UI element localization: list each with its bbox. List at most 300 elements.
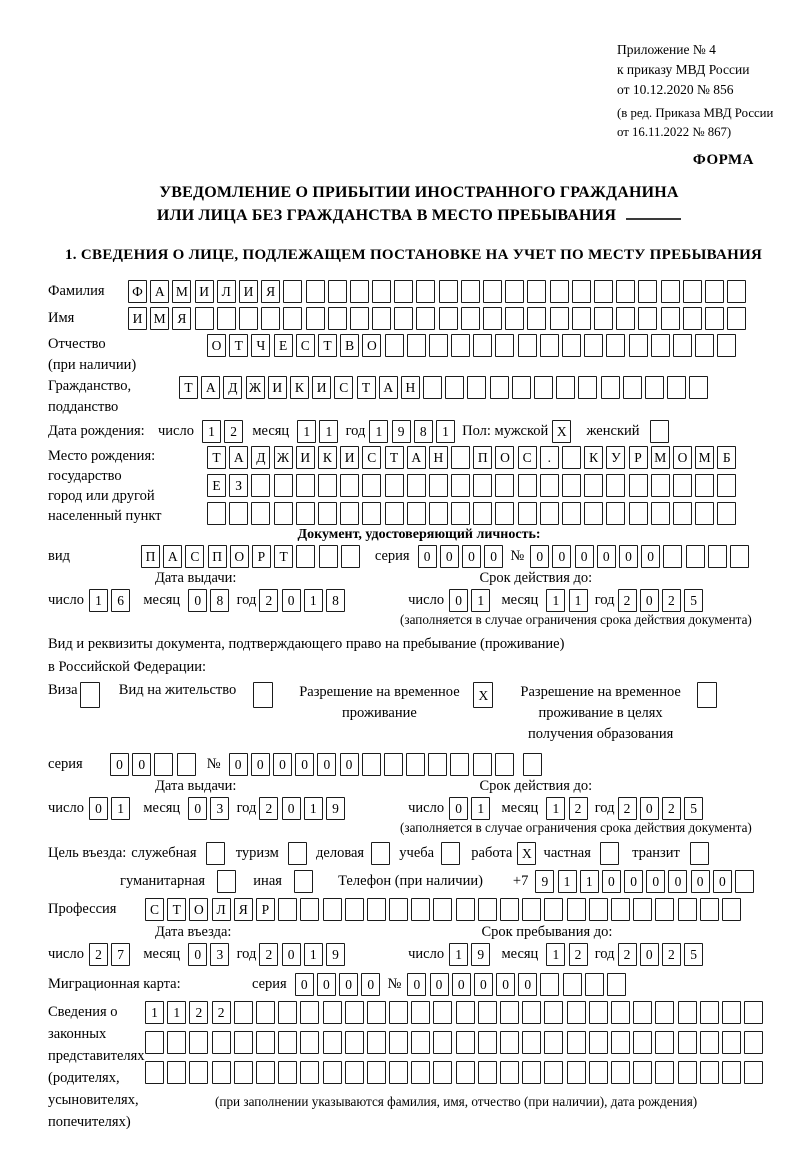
residence-date-labels-row [48,778,790,795]
given-name-cell [683,307,702,330]
residence-permit-checkbox [253,682,273,708]
birth-year-cell: 8 [414,420,433,443]
year-label: год [236,592,257,608]
doc-series-cell: 0 [462,545,481,568]
birth-year-cells [369,420,458,443]
surname-cell [306,280,325,303]
representative-cell [389,1031,408,1054]
doc-valid-year-cells [618,589,707,612]
birthplace-cell [651,474,670,497]
profession-cell [367,898,386,921]
citizenship-cell [445,376,464,399]
birthplace-cell [318,502,337,525]
citizenship-label-line1: Гражданство, [48,378,132,394]
birthplace-cell [340,474,359,497]
representative-cell [212,1031,231,1054]
birthplace-cell [518,502,537,525]
birthplace-label-line3: город или другой [48,488,155,504]
citizenship-label [48,376,179,418]
surname-cell [683,280,702,303]
entry-date-labels-row [48,924,790,941]
phone-digit-cell: 0 [713,870,732,893]
birth-year-cell: 1 [369,420,388,443]
residence-series-cell: 0 [132,753,151,776]
residence-number-cell [428,753,447,776]
representative-cell [633,1061,652,1084]
birthplace-cell [451,446,470,469]
patronymic-cell [673,334,692,357]
surname-cell [594,280,613,303]
representative-cell [367,1061,386,1084]
purpose-transit-label: транзит [632,845,680,861]
patronymic-cell: Е [274,334,293,357]
birthplace-cell [274,474,293,497]
birthplace-label-line1: Место рождения: [48,448,156,464]
citizenship-cell [556,376,575,399]
representatives-cells-row1 [145,1001,766,1024]
migration-number-cell: 0 [474,973,493,996]
surname-cell [661,280,680,303]
residence-doc-intro-line1: Вид и реквизиты документа, подтверждающего право на пребывание (проживание) [48,636,565,652]
day-label: число [158,423,194,439]
birth-date-row [48,420,790,443]
purpose-study-label: учеба [399,845,435,861]
residence-valid-day-cells [449,797,493,820]
phone-digit-cell: 0 [602,870,621,893]
representative-cell [655,1031,674,1054]
surname-cell: А [150,280,169,303]
sex-female-cells [650,420,672,443]
given-name-cell [195,307,214,330]
patronymic-cell: О [362,334,381,357]
birthplace-cell [518,474,537,497]
residence-number-label: № [206,756,221,772]
representative-cell [456,1001,475,1024]
residence-valid-year-cell: 0 [640,797,659,820]
patronymic-cell [584,334,603,357]
purpose-transit-checkbox [690,842,709,865]
surname-cell [727,280,746,303]
representative-cell [345,1031,364,1054]
residence-valid-until-label: Срок действия до: [479,778,593,794]
representative-cell: 1 [167,1001,186,1024]
profession-label: Профессия [48,901,117,917]
representative-cell [611,1001,630,1024]
doc-type-label: вид [48,548,70,564]
doc-dates-row [48,589,790,612]
representative-cell [500,1061,519,1084]
form-label: ФОРМА [692,152,754,168]
residence-series-label: серия [48,756,83,772]
birth-date-label: Дата рождения: [48,423,145,439]
stay-year-cell: 2 [662,943,681,966]
residence-valid-year-cell: 2 [618,797,637,820]
year-label: год [594,946,615,962]
purpose-tourism-cells [288,842,310,865]
surname-cells [128,280,749,303]
doc-number-cell: 0 [575,545,594,568]
patronymic-cell [629,334,648,357]
birthplace-cell [362,474,381,497]
given-name-cell [394,307,413,330]
residence-issue-year-cells [259,797,348,820]
purpose-private-checkbox [600,842,619,865]
citizenship-cell [490,376,509,399]
doc-issue-year-cell: 0 [282,589,301,612]
residence-number-cell [495,753,514,776]
residence-number-cell: 0 [273,753,292,776]
surname-cell: М [172,280,191,303]
residence-series-cell [154,753,173,776]
doc-type-cell [341,545,360,568]
entry-day-cells [89,943,133,966]
doc-valid-month-cell: 1 [569,589,588,612]
representative-cell [678,1061,697,1084]
doc-type-cell: Р [252,545,271,568]
surname-cell [439,280,458,303]
given-name-cell [372,307,391,330]
birthplace-cells-row2 [207,474,740,497]
profession-cell [411,898,430,921]
migration-series-cell: 0 [339,973,358,996]
birthplace-cell [673,502,692,525]
citizenship-cell: Ж [246,376,265,399]
doc-type-cell: О [230,545,249,568]
residence-issue-year-cell: 1 [304,797,323,820]
doc-type-cells [141,545,363,568]
birthplace-cell: Е [207,474,226,497]
given-name-cell [416,307,435,330]
stay-year-cell: 0 [640,943,659,966]
sex-female-label: женский [586,423,640,439]
surname-cell: И [239,280,258,303]
given-name-cell [239,307,258,330]
profession-cell [345,898,364,921]
page-title-line1: УВЕДОМЛЕНИЕ О ПРИБЫТИИ ИНОСТРАННОГО ГРАЖДАНИНА [159,184,679,201]
doc-issue-month-cell: 8 [210,589,229,612]
patronymic-cell [717,334,736,357]
patronymic-label [48,334,207,376]
entry-date-label: Дата въезда: [155,924,232,940]
migration-card-row [48,973,790,996]
doc-number-cell: 0 [619,545,638,568]
birthplace-cells-row1 [207,446,740,469]
representatives-cells-row2 [145,1031,766,1054]
doc-series-label: серия [374,548,410,564]
representatives-label-line1: Сведения о [48,1004,118,1020]
birthplace-cell [451,502,470,525]
representative-cell [567,1001,586,1024]
birthplace-cell: Р [629,446,648,469]
residence-valid-day-cell: 0 [449,797,468,820]
page-title [48,181,790,227]
residence-valid-month-cells [546,797,590,820]
doc-type-cell: П [208,545,227,568]
doc-number-cell [686,545,705,568]
birthplace-cell [274,502,293,525]
profession-cell [300,898,319,921]
year-label: год [594,800,615,816]
doc-valid-year-cell: 2 [662,589,681,612]
stay-year-cells [618,943,707,966]
residence-doc-type-row [48,682,790,745]
representative-cell: 2 [189,1001,208,1024]
purpose-other-checkbox [294,870,313,893]
purpose-label: Цель въезда: [48,845,127,861]
residence-dates-row [48,797,790,820]
representative-cell [234,1061,253,1084]
doc-issue-year-cell: 1 [304,589,323,612]
doc-number-cells [530,545,752,568]
doc-validity-note: (заполняется в случае ограничения срока действия документа) [400,612,752,627]
profession-cell [500,898,519,921]
representative-cell [145,1061,164,1084]
representative-cell [522,1061,541,1084]
month-label: месяц [252,423,290,439]
migration-number-cell: 0 [407,973,426,996]
purpose-other-cells [294,870,316,893]
representative-cell [256,1031,275,1054]
purpose-humanitarian-label: гуманитарная [120,873,206,889]
representative-cell [478,1061,497,1084]
residence-number-cell: 0 [229,753,248,776]
doc-valid-until-label: Срок действия до: [479,570,593,586]
profession-cell: Р [256,898,275,921]
birthplace-cell [407,502,426,525]
doc-valid-month-cells [546,589,590,612]
doc-number-cell: 0 [552,545,571,568]
temp-permit-checkbox: X [473,682,493,708]
representative-cell [500,1001,519,1024]
stay-month-cells [546,943,590,966]
phone-digit-cell: 1 [580,870,599,893]
surname-cell [416,280,435,303]
surname-cell: Л [217,280,236,303]
month-label: месяц [501,946,539,962]
sex-male-checkbox: X [552,420,571,443]
month-label: месяц [143,946,181,962]
phone-digit-cell [735,870,754,893]
patronymic-cell [540,334,559,357]
representatives-note: (при заполнении указываются фамилия, имя, отчество (при наличии), дата рождения) [215,1094,698,1109]
temp-permit-edu-checkbox [697,682,717,708]
given-name-cell [261,307,280,330]
birthplace-cell [385,474,404,497]
representatives-label-line4: (родителях, [48,1070,120,1086]
representative-cell [722,1001,741,1024]
profession-cell: Л [212,898,231,921]
birthplace-cell: Д [251,446,270,469]
surname-cell [372,280,391,303]
patronymic-row [48,334,790,376]
purpose-official-label: служебная [131,845,197,861]
doc-type-row [48,545,790,568]
birthplace-cell [385,502,404,525]
purpose-humanitarian-checkbox [217,870,236,893]
stay-month-cell: 1 [546,943,565,966]
doc-valid-day-cell: 0 [449,589,468,612]
representative-cell [345,1001,364,1024]
residence-series-cells [110,753,199,776]
birthplace-cell [251,474,270,497]
residence-valid-year-cells [618,797,707,820]
given-name-cell [638,307,657,330]
birthplace-cell [673,474,692,497]
representatives-label [48,1001,145,1133]
representative-cell [700,1001,719,1024]
doc-number-label: № [510,548,525,564]
representative-cell [633,1031,652,1054]
profession-cell [389,898,408,921]
entry-year-cell: 1 [304,943,323,966]
residence-issue-day-cells [89,797,133,820]
representative-cell [389,1001,408,1024]
month-label: месяц [143,800,181,816]
representative-cell [478,1031,497,1054]
representative-cell [611,1031,630,1054]
birthplace-cell [429,474,448,497]
birthplace-cell [296,502,315,525]
patronymic-cell [606,334,625,357]
birthplace-cell [429,502,448,525]
surname-cell [550,280,569,303]
profession-cell: С [145,898,164,921]
citizenship-row [48,376,790,418]
temp-permit-edu-checkbox-cells [697,682,720,708]
representative-cell [323,1001,342,1024]
residence-number-cell [384,753,403,776]
doc-number-cell: 0 [597,545,616,568]
representative-cell [212,1061,231,1084]
birthplace-cell [562,446,581,469]
birthplace-cell [584,474,603,497]
birthplace-cell [251,502,270,525]
residence-number-cell [450,753,469,776]
entry-year-cell: 9 [326,943,345,966]
given-name-cell [505,307,524,330]
birthplace-cell: К [318,446,337,469]
migration-number-cell: 0 [452,973,471,996]
migration-card-label: Миграционная карта: [48,976,181,992]
citizenship-cell [689,376,708,399]
representative-cell [522,1001,541,1024]
given-name-cell [550,307,569,330]
profession-cell [655,898,674,921]
birthplace-cells-row3 [207,502,740,525]
given-name-cell [283,307,302,330]
doc-valid-year-cell: 0 [640,589,659,612]
stay-day-cell: 1 [449,943,468,966]
birthplace-cell: О [673,446,692,469]
surname-label: Фамилия [48,283,105,299]
citizenship-cells [179,376,712,399]
residence-permit-checkbox-cells [253,682,276,708]
profession-cell [633,898,652,921]
given-name-cell: Я [172,307,191,330]
surname-cell [505,280,524,303]
doc-series-cell: 0 [418,545,437,568]
profession-cell [278,898,297,921]
profession-cell [522,898,541,921]
doc-number-cell [730,545,749,568]
profession-cell [456,898,475,921]
month-label: месяц [501,592,539,608]
sex-female-checkbox [650,420,669,443]
representative-cell [433,1031,452,1054]
representative-cell [256,1001,275,1024]
surname-cell [283,280,302,303]
given-name-cell [439,307,458,330]
birthplace-cell: З [229,474,248,497]
patronymic-cell: Т [318,334,337,357]
purpose-private-cells [600,842,622,865]
representative-cell [433,1061,452,1084]
surname-cell [350,280,369,303]
visit-purpose-row2 [48,870,790,893]
birthplace-cell [606,502,625,525]
visa-checkbox [80,682,100,708]
representative-cell [411,1061,430,1084]
profession-cell [700,898,719,921]
representative-cell: 1 [145,1001,164,1024]
residence-number-cell: 0 [251,753,270,776]
representatives-label-line3: представителях [48,1048,145,1064]
citizenship-cell [578,376,597,399]
given-name-cell [483,307,502,330]
citizenship-cell [512,376,531,399]
entry-year-cell: 0 [282,943,301,966]
birthplace-cell [540,502,559,525]
phone-digit-cell: 0 [624,870,643,893]
birthplace-cell: И [340,446,359,469]
patronymic-cells [207,334,740,357]
given-name-cell [616,307,635,330]
representative-cell [234,1001,253,1024]
representative-cell [300,1001,319,1024]
temp-permit-edu-label: Разрешение на временное проживание в целях получения образования [520,684,681,742]
residence-number-cell [523,753,542,776]
doc-series-cells [418,545,507,568]
patronymic-cell [651,334,670,357]
residence-number-cell [406,753,425,776]
representative-cell [700,1061,719,1084]
migration-number-cells [407,973,629,996]
surname-cell [572,280,591,303]
annex-line: к приказу МВД России [617,62,750,77]
birthplace-cell [562,502,581,525]
migration-series-cell: 0 [295,973,314,996]
birth-day-cell: 1 [202,420,221,443]
citizenship-cell [601,376,620,399]
birthplace-cell [540,474,559,497]
patronymic-cell [407,334,426,357]
birthplace-cell [473,502,492,525]
purpose-private-label: частная [543,845,591,861]
representative-cell [589,1061,608,1084]
phone-digit-cell: 9 [535,870,554,893]
given-name-cell [461,307,480,330]
patronymic-cell: О [207,334,226,357]
representatives-cells-row3 [145,1061,766,1084]
purpose-work-cells [517,842,539,865]
purpose-business-cells [371,842,393,865]
citizenship-cell: Т [179,376,198,399]
birthplace-cell: Н [429,446,448,469]
birthplace-cell: Т [207,446,226,469]
birthplace-cell: И [296,446,315,469]
representative-cell [744,1001,763,1024]
representative-cell [167,1031,186,1054]
